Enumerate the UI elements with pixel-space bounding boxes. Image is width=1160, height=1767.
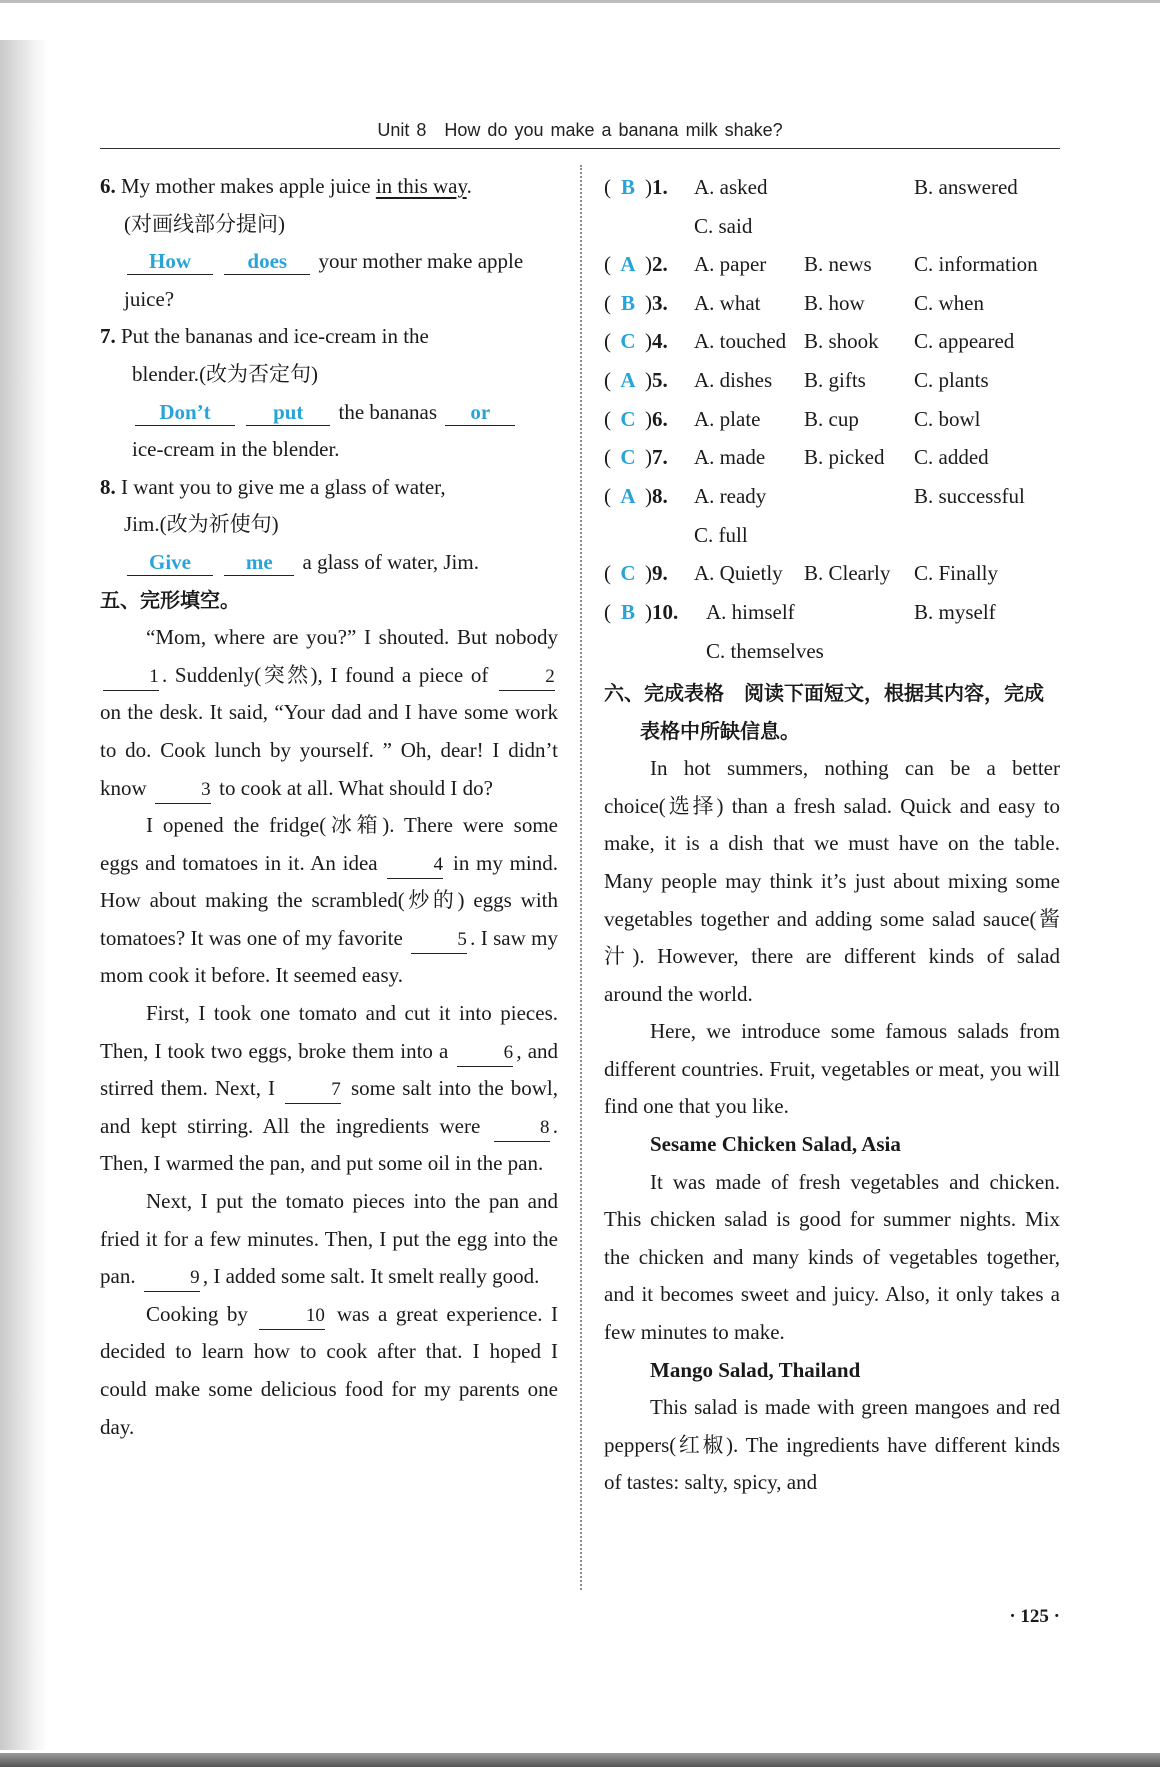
cloze-passage	[100, 619, 558, 1446]
reading-paragraph-1: In hot summers, nothing can be a better choice(选择) than a fresh salad. Quick and easy to make, it is a dish that we must have on the table. Many people may think it’s just about mixing some vegetables together and adding some salad sauce(酱汁). However, there are different kinds of salad around the world.	[604, 756, 1060, 1006]
section-5-heading: 五、完形填空。	[100, 587, 240, 612]
cloze-blank: 1	[103, 666, 159, 691]
bottom-edge-band	[0, 1753, 1160, 1767]
cloze-blank: 4	[387, 854, 443, 879]
answer-blank: Give	[127, 551, 213, 576]
reading-paragraph-4: This salad is made with green mangoes and red peppers(红椒). The ingredients have different kinds of tastes: salty, spicy, and	[604, 1395, 1060, 1495]
answer-blank: put	[246, 401, 330, 426]
mc-item-9: ( C )9. A. Quietly B. Clearly C. Finally	[604, 561, 999, 586]
mc-item-6: ( C )6. A. plate B. cup C. bowl	[604, 406, 981, 431]
cloze-paragraph-2: I opened the fridge(冰箱). There were some eggs and tomatoes in it. An idea 4 in my mind. How about making the scrambled(炒的) eggs with tomatoes? It was one of my favorite 5 . I saw my mom cook it before. It seemed easy.	[100, 813, 558, 988]
page-number: · 125 ·	[1009, 1606, 1060, 1627]
cloze-blank: 7	[285, 1079, 341, 1104]
cloze-paragraph-5: Cooking by 10 was a great experience. I decided to learn how to cook after that. I hoped I could make some delicious food for my parents one day.	[100, 1301, 559, 1439]
cloze-blank: 9	[144, 1267, 200, 1292]
header-rule	[100, 148, 1060, 149]
mc-item-10: ( B )10. A. himself B. myself	[604, 600, 996, 625]
page-binding-shadow	[0, 40, 48, 1750]
header-title-text: How do you make a banana milk shake?	[444, 120, 783, 140]
answer-blank: me	[224, 551, 294, 576]
cloze-paragraph-1: “Mom, where are you?” I shouted. But nobody 1 . Suddenly(突然), I found a piece of 2 on the desk. It said, “Your dad and I have some work to do. Cook lunch by yourself. ” Oh, dear! I didn’t know 3 to cook at all. What should I do?	[100, 619, 558, 807]
question-7: 7. Put the bananas and ice-cream in the blender.(改为否定句) Don’t put the bananas or ice-cream in the blender.	[100, 318, 558, 468]
running-header	[100, 120, 1060, 141]
reading-passage	[604, 750, 1060, 1502]
section-6-heading: 六、完成表格 阅读下面短文，根据其内容，完成表格中所缺信息。	[604, 680, 1044, 743]
cloze-blank: 6	[457, 1042, 513, 1067]
cloze-blank: 10	[259, 1305, 325, 1330]
question-8: 8. I want you to give me a glass of water, Jim.(改为祈使句) Give me a glass of water, Jim.	[100, 474, 479, 574]
cloze-blank: 2	[499, 666, 555, 691]
mc-item-2: ( A )2. A. paper B. news C. information	[604, 251, 1038, 276]
underlined-phrase: in this way	[375, 174, 467, 198]
mc-item-8: ( A )8. A. ready B. successful	[604, 484, 1025, 509]
cloze-blank: 3	[155, 779, 211, 804]
q6-instruction: (对画线部分提问)	[124, 211, 285, 236]
answer-blank: or	[445, 401, 515, 426]
salad-subtitle-1: Sesame Chicken Salad, Asia	[650, 1132, 901, 1157]
mc-item-3: ( B )3. A. what B. how C. when	[604, 290, 984, 315]
cloze-paragraph-3: First, I took one tomato and cut it into pieces. Then, I took two eggs, broke them into a 6 , and stirred them. Next, I 7 some salt into the bowl, and kept stirring. All the ingredients were 8 . Then, I warmed the pan, and put some oil in the pan.	[100, 1001, 559, 1176]
right-column	[604, 168, 1060, 1502]
left-column	[100, 168, 558, 1446]
cloze-blank: 5	[411, 929, 467, 954]
question-6: 6. My mother makes apple juice in this way. (对画线部分提问) How does your mother make apple juice?	[100, 168, 558, 318]
multiple-choice-answers: ( B )1. A. asked B. answered C. said ( A )2. A. paper B. news C. information ( B )3. A. what B. how C. when ( C )4. A. touched B. shook C. appeared ( A )5. A. dishes B. gifts C. plants ( C )6. A. plate B. cup C. bowl ( C )7. A. made B. picked C. added ( A )8. A. ready B. successful C. full ( C )9. A. Quietly B. Clearly C. Finally ( B )10. A. himself B. myself C. themselves	[604, 168, 1060, 671]
q8-instruction: (改为祈使句)	[159, 512, 279, 537]
salad-subtitle-2: Mango Salad, Thailand	[650, 1357, 861, 1382]
header-unit: Unit 8	[377, 120, 427, 140]
mc-item-5: ( A )5. A. dishes B. gifts C. plants	[604, 367, 989, 392]
answer-blank: How	[127, 250, 213, 275]
q7-instruction: (改为否定句)	[199, 361, 319, 386]
cloze-paragraph-4: Next, I put the tomato pieces into the pan and fried it for a few minutes. Then, I put the egg into the pan. 9 , I added some salt. It smelt really good.	[100, 1183, 558, 1296]
cloze-blank: 8	[494, 1117, 550, 1142]
column-divider	[580, 165, 582, 1590]
mc-item-4: ( C )4. A. touched B. shook C. appeared	[604, 329, 1015, 354]
reading-paragraph-3: It was made of fresh vegetables and chicken. This chicken salad is good for summer nights. Mix the chicken and many kinds of vegetables together, and it becomes sweet and juicy. Also, it only takes a few minutes to make.	[604, 1169, 1060, 1345]
mc-item-1: ( B )1. A. asked B. answered	[604, 174, 1018, 199]
answer-blank: Don’t	[135, 401, 235, 426]
top-edge-rule	[0, 0, 1160, 3]
answer-blank: does	[224, 250, 310, 275]
reading-paragraph-2: Here, we introduce some famous salads from different countries. Fruit, vegetables or meat, you will find one that you like.	[604, 1019, 1060, 1119]
mc-item-7: ( C )7. A. made B. picked C. added	[604, 445, 989, 470]
